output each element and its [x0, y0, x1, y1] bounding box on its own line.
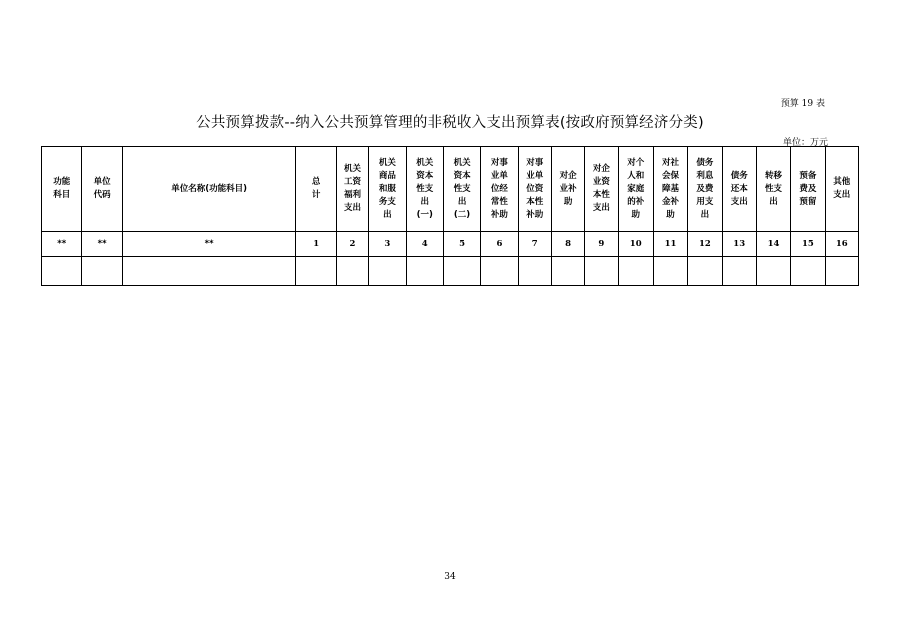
column-index-cell: **	[122, 232, 296, 257]
column-index-cell: **	[82, 232, 122, 257]
column-index-cell: 12	[688, 232, 722, 257]
table-row	[42, 257, 859, 286]
column-header-label: 债务 还本 支出	[730, 170, 748, 207]
column-header	[336, 147, 368, 232]
column-index-cell: 4	[406, 232, 443, 257]
column-header-label: 对企 业补 助	[559, 170, 577, 207]
column-header	[296, 147, 336, 232]
column-index-cell: 11	[653, 232, 687, 257]
column-header	[443, 147, 480, 232]
column-header-label: 单位名称(功能科目)	[171, 183, 248, 194]
column-header-label: 对企 业资 本性 支出	[592, 164, 610, 213]
table-cell	[122, 257, 296, 286]
table-cell	[481, 257, 518, 286]
column-header-label: 功能 科目	[53, 177, 71, 200]
column-index-cell: 7	[518, 232, 551, 257]
column-header	[756, 147, 790, 232]
column-header-label: 总 计	[311, 177, 321, 200]
table-cell	[518, 257, 551, 286]
column-header	[551, 147, 584, 232]
column-header-label: 对事 业单 位经 常性 补助	[490, 157, 508, 220]
column-index-cell: 1	[296, 232, 336, 257]
column-header-label: 其他 支出	[833, 177, 851, 200]
column-header-label: 预备 费及 预留	[799, 170, 817, 207]
column-header	[825, 147, 858, 232]
column-header	[688, 147, 722, 232]
table-cell	[82, 257, 122, 286]
column-header	[585, 147, 618, 232]
table-cell	[336, 257, 368, 286]
column-header	[518, 147, 551, 232]
column-index-cell: 10	[618, 232, 653, 257]
column-header-label: 机关 工资 福利 支出	[344, 164, 362, 213]
table-cell	[369, 257, 406, 286]
column-header-label: 机关 商品 和服 务支 出	[378, 157, 396, 220]
page-number: 34	[444, 572, 456, 582]
column-header-label: 对社 会保 障基 金补 助	[662, 157, 680, 220]
column-header-label: 债务 利息 及费 用支 出	[696, 157, 714, 220]
column-header	[722, 147, 756, 232]
table-cell	[653, 257, 687, 286]
column-header	[122, 147, 296, 232]
table-cell	[296, 257, 336, 286]
column-header	[618, 147, 653, 232]
table-code: 预算 19 表	[780, 99, 825, 109]
column-index-cell: 5	[443, 232, 480, 257]
column-header-label: 对个 人和 家庭 的补 助	[627, 157, 645, 220]
budget-table	[41, 146, 859, 286]
table-cell	[406, 257, 443, 286]
column-index-cell: 3	[369, 232, 406, 257]
column-index-cell: 9	[585, 232, 618, 257]
table-cell	[756, 257, 790, 286]
column-header-label: 对事 业单 位资 本性 补助	[526, 157, 544, 220]
column-index-cell: 15	[791, 232, 825, 257]
table-cell	[618, 257, 653, 286]
column-index-cell: 2	[336, 232, 368, 257]
column-index-cell: 8	[551, 232, 584, 257]
table-cell	[42, 257, 82, 286]
column-index-cell: 14	[756, 232, 790, 257]
column-index-cell: 16	[825, 232, 858, 257]
table-cell	[551, 257, 584, 286]
column-header-label: 转移 性支 出	[765, 170, 783, 207]
column-header	[82, 147, 122, 232]
table-cell	[791, 257, 825, 286]
column-header	[406, 147, 443, 232]
column-header	[653, 147, 687, 232]
column-header	[791, 147, 825, 232]
unit-label: 单位：万元	[782, 138, 828, 148]
table-cell	[722, 257, 756, 286]
table-cell	[688, 257, 722, 286]
column-header	[481, 147, 518, 232]
header-row	[42, 147, 859, 232]
page-title: 公共预算拨款--纳入公共预算管理的非税收入支出预算表(按政府预算经济分类)	[196, 115, 704, 131]
table-cell	[825, 257, 858, 286]
column-index-cell: **	[42, 232, 82, 257]
column-header-label: 单位 代码	[93, 177, 111, 200]
column-header	[42, 147, 82, 232]
column-index-row	[42, 232, 859, 257]
table-cell	[585, 257, 618, 286]
column-header	[369, 147, 406, 232]
column-index-cell: 6	[481, 232, 518, 257]
column-header-label: 机关 资本 性支 出 (一)	[416, 157, 434, 220]
column-index-cell: 13	[722, 232, 756, 257]
column-header-label: 机关 资本 性支 出 (二)	[453, 157, 471, 220]
table-cell	[443, 257, 480, 286]
